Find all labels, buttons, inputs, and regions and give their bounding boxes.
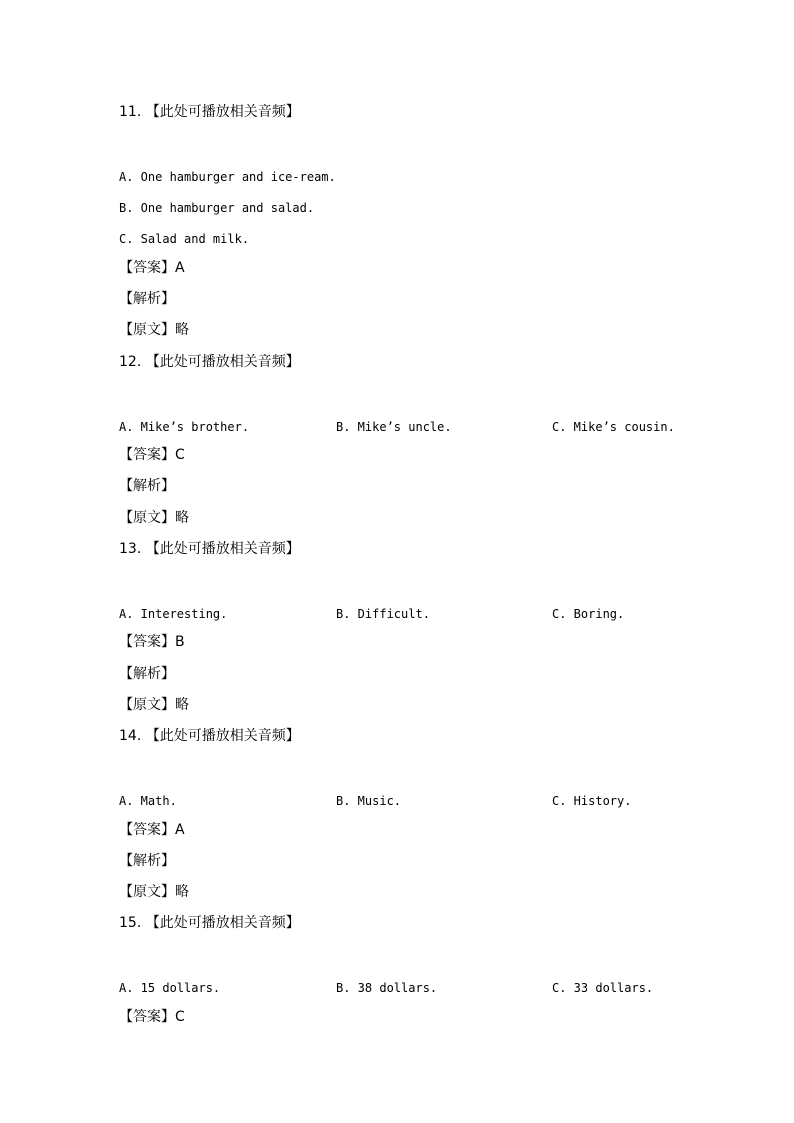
question-11-answer: 【答案】A [119, 260, 185, 276]
question-13-header: 13. 【此处可播放相关音频】 [119, 541, 300, 557]
question-13-option-c: C. Boring. [552, 607, 625, 621]
question-12-option-c: C. Mike’s cousin. [552, 420, 675, 434]
question-15-answer: 【答案】C [119, 1009, 185, 1025]
question-11-original: 【原文】略 [119, 322, 189, 338]
question-12-option-a: A. Mike’s brother. [119, 420, 250, 434]
question-14-header: 14. 【此处可播放相关音频】 [119, 728, 300, 744]
question-15-option-b: B. 38 dollars. [336, 981, 438, 995]
question-11-analysis: 【解析】 [119, 291, 175, 307]
question-11-header: 11. 【此处可播放相关音频】 [119, 104, 300, 120]
question-13-answer: 【答案】B [119, 634, 185, 650]
question-11-option-a: A. One hamburger and ice-ream. [119, 170, 336, 184]
question-14-answer: 【答案】A [119, 822, 185, 838]
question-12-option-b: B. Mike’s uncle. [336, 420, 452, 434]
question-14-original: 【原文】略 [119, 884, 189, 900]
question-15-header: 15. 【此处可播放相关音频】 [119, 915, 300, 931]
question-14-option-a: A. Math. [119, 794, 177, 808]
question-14-analysis: 【解析】 [119, 853, 175, 869]
question-13-original: 【原文】略 [119, 697, 189, 713]
question-13-option-a: A. Interesting. [119, 607, 228, 621]
question-11-option-b: B. One hamburger and salad. [119, 201, 315, 215]
question-11-option-c: C. Salad and milk. [119, 232, 250, 246]
question-15-option-a: A. 15 dollars. [119, 981, 221, 995]
question-12-analysis: 【解析】 [119, 478, 175, 494]
question-14-option-b: B. Music. [336, 794, 402, 808]
question-13-analysis: 【解析】 [119, 666, 175, 682]
question-15-option-c: C. 33 dollars. [552, 981, 654, 995]
question-12-header: 12. 【此处可播放相关音频】 [119, 354, 300, 370]
question-13-option-b: B. Difficult. [336, 607, 430, 621]
question-12-answer: 【答案】C [119, 447, 185, 463]
question-14-option-c: C. History. [552, 794, 632, 808]
question-12-original: 【原文】略 [119, 510, 189, 526]
